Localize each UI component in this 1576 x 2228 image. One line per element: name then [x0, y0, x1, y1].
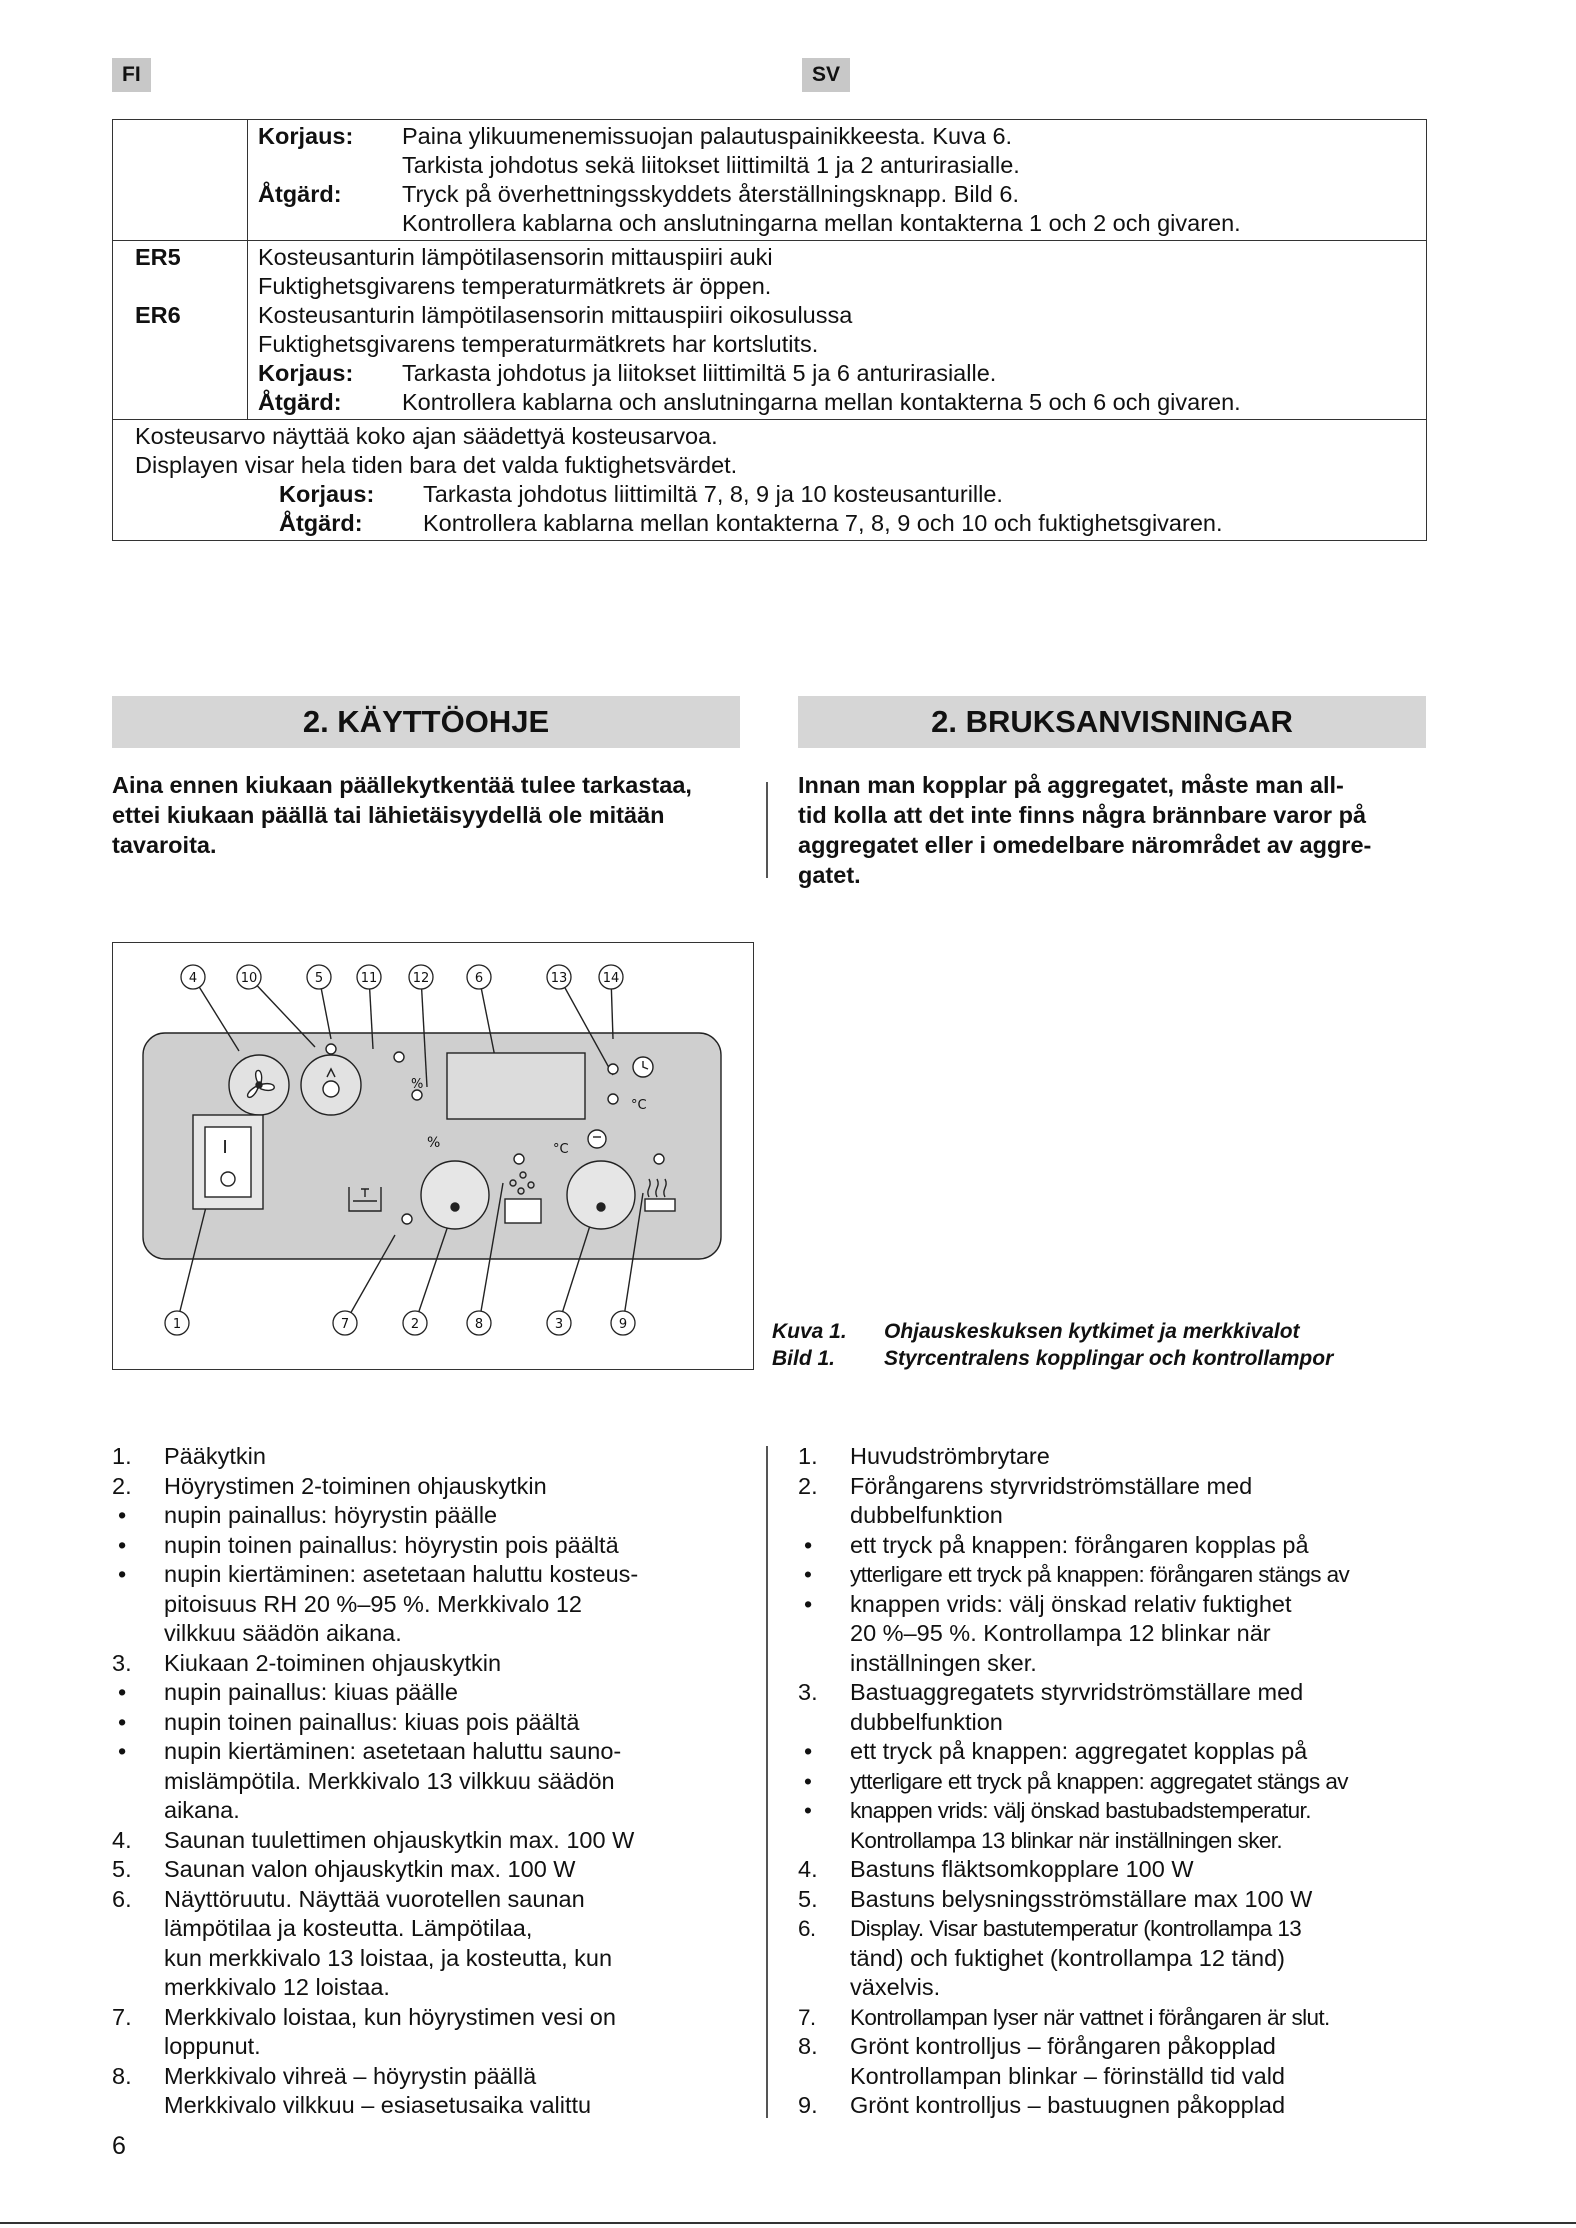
list-item: 6. Display. Visar bastutemperatur (kontrollampa 13	[798, 1916, 1302, 1941]
callout-2	[403, 1311, 427, 1335]
table-row	[113, 120, 1427, 241]
error-description: Fuktighetsgivarens temperaturmätkrets har kortslutits.	[258, 331, 819, 357]
callout-10	[237, 965, 261, 989]
language-tag-sv: SV	[802, 58, 850, 92]
error-description: Kosteusanturin lämpötilasensorin mittauspiiri auki	[258, 244, 773, 270]
figure-caption	[772, 1318, 1333, 1372]
list-bullet: • ytterligare ett tryck på knappen: aggregatet stängs av	[804, 1768, 1348, 1794]
list-continuation: merkkivalo 12 loistaa.	[164, 1974, 390, 2000]
fix-label-fi: Korjaus:	[279, 481, 375, 507]
caption-text-sv: Styrcentralens kopplingar och kontrollampor	[884, 1347, 1334, 1370]
list-item: 1. Huvudströmbrytare	[798, 1443, 1050, 1469]
list-item: 9. Grönt kontrolljus – bastuugnen påkopplad	[798, 2092, 1286, 2118]
list-continuation: dubbelfunktion	[850, 1502, 1003, 1528]
percent-label: %	[427, 1135, 441, 1151]
list-continuation: pitoisuus RH 20 %–95 %. Merkkivalo 12	[164, 1590, 582, 1617]
list-bullet: • nupin toinen painallus: kiuas pois päältä	[118, 1708, 580, 1735]
indicator-14-icon	[608, 1094, 618, 1104]
list-item: 4. Saunan tuulettimen ohjauskytkin max. 100 W	[112, 1826, 635, 1853]
svg-text:7: 7	[340, 1317, 350, 1332]
intro-line: aggregatet eller i omedelbare närområdet av aggre-	[798, 832, 1372, 858]
list-item: 1. Pääkytkin	[112, 1443, 266, 1469]
percent-label: %	[411, 1077, 424, 1092]
control-panel-figure	[112, 942, 754, 1370]
description-cell	[113, 420, 1427, 541]
list-item: 5. Saunan valon ohjauskytkin max. 100 W	[112, 1856, 576, 1882]
list-bullet: • knappen vrids: välj önskad bastubadstemperatur.	[804, 1798, 1311, 1823]
list-item: 3. Kiukaan 2-toiminen ohjauskytkin	[112, 1649, 502, 1676]
svg-text:9: 9	[618, 1317, 628, 1332]
list-item: 8. Grönt kontrolljus – förångaren påkopplad	[798, 2033, 1276, 2059]
caption-label-sv: Bild 1.	[772, 1347, 836, 1370]
svg-text:2: 2	[410, 1317, 420, 1332]
error-code-cell	[113, 241, 248, 420]
fix-text: Tarkista johdotus sekä liitokset liittimiltä 1 ja 2 anturirasialle.	[402, 152, 1020, 178]
indicator-11-icon	[394, 1052, 404, 1062]
steamer-icon	[505, 1199, 541, 1223]
steamer-knob	[421, 1161, 489, 1229]
svg-text:8: 8	[474, 1317, 484, 1332]
fix-label-sv: Åtgärd:	[258, 389, 342, 415]
callout-4	[181, 965, 205, 989]
list-item: 6. Näyttöruutu. Näyttää vuorotellen saunan	[112, 1885, 585, 1912]
celsius-label: °C	[631, 1098, 647, 1113]
callout-14	[599, 965, 623, 989]
error-description: Kosteusarvo näyttää koko ajan säädettyä kosteusarvoa.	[135, 423, 718, 449]
callout-1	[165, 1311, 189, 1335]
callout-3	[547, 1311, 571, 1335]
fix-text: Kontrollera kablarna och anslutningarna mellan kontakterna 5 och 6 och givaren.	[402, 389, 1241, 415]
list-continuation: Kontrollampan blinkar – förinställd tid vald	[850, 2062, 1285, 2089]
list-continuation: mislämpötila. Merkkivalo 13 vilkkuu säädön	[164, 1767, 615, 1794]
fi-list	[112, 1442, 638, 2121]
caption-label-fi: Kuva 1.	[772, 1320, 847, 1343]
fix-label-fi: Korjaus:	[258, 360, 354, 386]
callout-9	[611, 1311, 635, 1335]
list-bullet: • ytterligare ett tryck på knappen: förångaren stängs av	[804, 1562, 1350, 1587]
list-bullet: • nupin painallus: höyrystin päälle	[118, 1502, 498, 1528]
error-code: ER6	[135, 302, 181, 328]
list-continuation: Kontrollampa 13 blinkar när inställningen sker.	[850, 1827, 1283, 1853]
timer-icon	[588, 1130, 606, 1148]
intro-line: gatet.	[798, 862, 861, 888]
fix-label-sv: Åtgärd:	[279, 510, 363, 536]
fix-cell	[248, 120, 1427, 241]
page-number: 6	[112, 2132, 126, 2160]
celsius-label: °C	[553, 1142, 569, 1157]
error-description: Displayen visar hela tiden bara det valda fuktighetsvärdet.	[135, 452, 738, 478]
section-title-fi: 2. KÄYTTÖOHJE	[112, 696, 740, 748]
list-item: 5. Bastuns belysningsströmställare max 100 W	[798, 1885, 1313, 1912]
intro-line: tid kolla att det inte finns några brännbare varor på	[798, 802, 1367, 828]
list-continuation: aikana.	[164, 1797, 240, 1823]
list-continuation: tänd) och fuktighet (kontrollampa 12 tänd)	[850, 1944, 1286, 1971]
list-continuation: 20 %–95 %. Kontrollampa 12 blinkar när	[850, 1620, 1271, 1646]
callout-12	[409, 965, 433, 989]
display-screen	[447, 1053, 585, 1119]
column-divider	[766, 782, 768, 878]
description-cell	[248, 241, 1427, 420]
indicator-13-icon	[608, 1064, 618, 1074]
list-continuation: loppunut.	[164, 2033, 261, 2059]
fix-label-fi: Korjaus:	[258, 123, 354, 149]
list-continuation: växelvis.	[850, 1974, 941, 2000]
table-row	[113, 241, 1427, 420]
svg-text:11: 11	[360, 971, 378, 986]
caption-text-fi: Ohjauskeskuksen kytkimet ja merkkivalot	[884, 1320, 1300, 1343]
error-code: ER5	[135, 244, 181, 270]
intro-sv	[798, 770, 1426, 890]
language-tag-fi: FI	[112, 58, 151, 92]
list-bullet: • nupin kiertäminen: asetetaan haluttu kosteus-	[118, 1561, 639, 1587]
bottom-rule	[0, 2222, 1576, 2224]
column-divider	[766, 1446, 768, 2118]
callout-7	[333, 1311, 357, 1335]
fix-text: Tarkasta johdotus ja liitokset liittimiltä 5 ja 6 anturirasialle.	[402, 360, 997, 386]
list-bullet: • nupin painallus: kiuas päälle	[118, 1679, 458, 1705]
list-continuation: dubbelfunktion	[850, 1708, 1003, 1735]
list-item: 8. Merkkivalo vihreä – höyrystin päällä	[112, 2062, 537, 2089]
list-continuation: lämpötilaa ja kosteutta. Lämpötilaa,	[164, 1915, 533, 1941]
list-continuation: kun merkkivalo 13 loistaa, ja kosteutta, kun	[164, 1944, 613, 1971]
callout-5	[307, 965, 331, 989]
svg-text:3: 3	[554, 1317, 564, 1332]
section-title-sv: 2. BRUKSANVISNINGAR	[798, 696, 1426, 748]
sv-list	[798, 1442, 1349, 2121]
indicator-9-icon	[654, 1154, 664, 1164]
troubleshooting-table	[112, 119, 1427, 541]
control-panel-diagram	[113, 943, 753, 1369]
svg-text:13: 13	[550, 971, 568, 986]
error-description: Fuktighetsgivarens temperaturmätkrets är öppen.	[258, 273, 772, 299]
svg-text:5: 5	[314, 971, 324, 986]
list-bullet: • nupin toinen painallus: höyrystin pois päältä	[118, 1531, 619, 1558]
indicator-10-icon	[326, 1044, 336, 1054]
list-item: 2. Förångarens styrvridströmställare med	[798, 1472, 1253, 1499]
fix-text: Paina ylikuumenemissuojan palautuspainikkeesta. Kuva 6.	[402, 123, 1013, 149]
fix-text: Kontrollera kablarna och anslutningarna mellan kontakterna 1 och 2 och givaren.	[402, 210, 1241, 236]
fix-text: Tarkasta johdotus liittimiltä 7, 8, 9 ja 10 kosteusanturille.	[423, 481, 1003, 507]
svg-text:10: 10	[240, 971, 258, 986]
heater-icon	[645, 1199, 675, 1211]
intro-line: ettei kiukaan päällä tai lähietäisyydellä ole mitään	[112, 802, 665, 828]
list-bullet: • knappen vrids: välj önskad relativ fuktighet	[804, 1590, 1292, 1617]
intro-line: Innan man kopplar på aggregatet, måste man all-	[798, 772, 1344, 798]
callout-11	[357, 965, 381, 989]
fix-text: Kontrollera kablarna mellan kontakterna 7, 8, 9 och 10 och fuktighetsgivaren.	[423, 510, 1223, 536]
svg-text:4: 4	[188, 971, 198, 986]
list-item: 2. Höyrystimen 2-toiminen ohjauskytkin	[112, 1472, 547, 1499]
heater-knob	[567, 1161, 635, 1229]
error-description: Kosteusanturin lämpötilasensorin mittauspiiri oikosulussa	[258, 302, 853, 328]
list-bullet: • nupin kiertäminen: asetetaan haluttu sauno-	[118, 1738, 622, 1764]
error-code-cell	[113, 120, 248, 241]
list-item: 3. Bastuaggregatets styrvridströmställare med	[798, 1679, 1304, 1705]
fix-text: Tryck på överhettningsskyddets återställningsknapp. Bild 6.	[402, 181, 1019, 207]
svg-text:1: 1	[172, 1317, 182, 1332]
list-item: 7. Merkkivalo loistaa, kun höyrystimen vesi on	[112, 2003, 616, 2030]
table-row	[113, 420, 1427, 541]
svg-text:6: 6	[474, 971, 484, 986]
list-bullet: • ett tryck på knappen: aggregatet kopplas på	[804, 1738, 1308, 1764]
list-continuation: inställningen sker.	[850, 1649, 1037, 1676]
intro-fi	[112, 770, 736, 860]
switch-mark: I	[222, 1137, 228, 1158]
svg-text:12: 12	[412, 971, 430, 986]
indicator-7-icon	[402, 1214, 412, 1224]
list-item: 7. Kontrollampan lyser när vattnet i förångaren är slut.	[798, 2004, 1330, 2030]
callout-8	[467, 1311, 491, 1335]
list-bullet: • ett tryck på knappen: förångaren kopplas på	[804, 1531, 1309, 1558]
list-item: 4. Bastuns fläktsomkopplare 100 W	[798, 1856, 1194, 1882]
list-continuation: vilkkuu säädön aikana.	[164, 1620, 402, 1646]
svg-text:14: 14	[602, 971, 620, 986]
list-continuation: Merkkivalo vilkkuu – esiasetusaika valittu	[164, 2092, 592, 2118]
indicator-8-icon	[514, 1154, 524, 1164]
callout-6	[467, 965, 491, 989]
intro-line: Aina ennen kiukaan päällekytkentää tulee tarkastaa,	[112, 772, 692, 798]
intro-line: tavaroita.	[112, 832, 217, 858]
callout-13	[547, 965, 571, 989]
fix-label-sv: Åtgärd:	[258, 181, 342, 207]
